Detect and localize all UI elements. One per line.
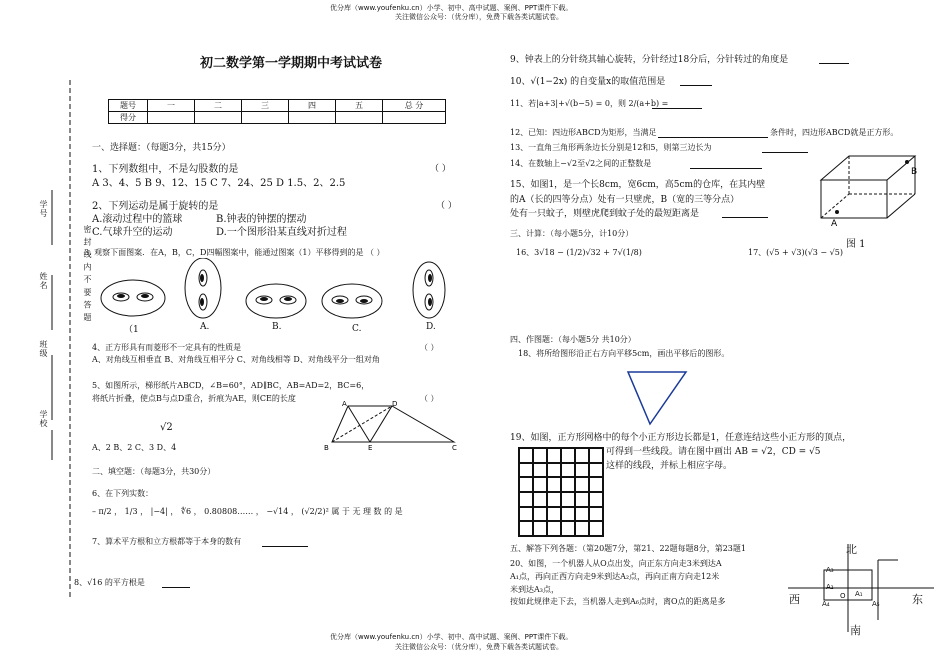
q11-answer-blank[interactable] [652,97,702,109]
binding-margin [0,60,100,620]
point-a1: A₁ [855,590,863,598]
score-table [108,99,446,124]
q1-text: 1、下列数组中，不是勾股数的是 [92,164,239,175]
seal-line-text: 密 封 线 内 不 要 答 题 [83,225,92,322]
q17-text: 17、(√5 + √3)(√3 − √5) [748,248,843,257]
q6-text: 6、在下列实数： [92,489,154,498]
warehouse-box-figure [815,150,925,230]
header-line-2: 关注微信公众号：（优分库），免费下载各类试题试卷。 [395,13,563,21]
score-header-cell: 二 [195,100,242,112]
q3-text: 3. 观察下面图案．在A，B，C，D四幅图案中，能通过图案（1）平移得到的是 （ ） [84,248,385,257]
trap-label-c: C [452,444,457,452]
box-label-a: A [831,219,838,229]
q7-answer-blank[interactable] [262,536,308,547]
q16-text: 16、3√18 − (1/2)√32 + 7√(1/8) [516,248,642,257]
q18-text: 18、将所给图形沿正右方向平移5cm，画出平移后的图形。 [518,349,730,358]
q5-text-1: 5、如图所示，梯形纸片ABCD，∠B=60°，AD∥BC，AB=AD=2，BC=6， [92,381,370,390]
score-header-cell: 一 [148,100,195,112]
q4-text: 4、正方形具有而菱形不一定具有的性质是 [92,343,242,352]
q7-text: 7、算术平方根和立方根都等于本身的数有 [92,537,242,546]
q19-text-3: 这样的线段，并标上相应字母。 [606,461,733,471]
q20-text-3: 米到达A₃点， [510,585,559,594]
field-class: 班级 [39,340,48,358]
compass-south: 南 [850,624,861,637]
section1-heading: 一、选择题：（每题3分，共15分） [92,143,231,153]
score-header-cell: 题号 [109,100,148,112]
box-label-b: B [911,167,918,177]
q1-answer-paren[interactable]: （ ） [430,164,451,174]
q19-text-1: 19、如图，正方形网格中的每个小正方形边长都是1，任意连结这些小正方形的顶点， [510,433,852,443]
q11-text: 11、若|a+3|+√(b−5) = 0，则 2/(a+b) = [510,99,669,108]
point-a4: A₄ [822,600,830,608]
section2-heading: 二、填空题：（每题3分，共30分） [92,467,216,476]
score-header-cell: 五 [336,100,383,112]
page-title: 初二数学第一学期期中考试试卷 [200,56,383,71]
q5-text-2: 将纸片折叠，使点B与点D重合，折痕为AE，则CE的长度 [92,394,296,403]
score-cell[interactable] [336,112,383,124]
point-o: O [840,592,846,600]
compass-east: 东 [912,593,923,606]
q12-text: 12、已知：四边形ABCD为矩形，当满足 [510,128,657,137]
q2-option-c: C.气球升空的运动 [92,227,173,238]
score-cell[interactable] [383,112,446,124]
trap-label-a: A [342,400,347,408]
q5-options: A、2 B、2 C、3 D、4 [92,443,177,452]
q3-label-a: A. [200,322,210,332]
q10-text: 10、√(1−2x) 的自变量x的取值范围是 [510,77,666,87]
q20-text-4: 按如此规律走下去，当机器人走到A₆点时，离O点的距离是多 [510,597,726,606]
q12-tail: 条件时，四边形ABCD就是正方形。 [770,128,899,137]
trapezoid-figure [322,398,462,454]
q6-list: – π/2 ， 1/3 ， |−4| ， ∜6 ， 0.80808…… ， −√14 ， (√2/2)² 属 于 无 理 数 的 是 [92,507,403,516]
robot-path-figure [786,540,936,635]
score-cell[interactable] [195,112,242,124]
q15-answer-blank[interactable] [722,206,768,218]
q12-answer-blank[interactable] [658,127,768,138]
q5-answer-paren[interactable]: （ ） [420,394,439,403]
q14-text: 14、在数轴上−√2至√2之间的正整数是 [510,159,652,168]
score-header-cell: 三 [242,100,289,112]
trap-label-d: D [392,400,398,408]
q8-text: 8、√16 的平方根是 [74,578,145,587]
q3-label-b: B. [272,322,282,332]
q13-text: 13、一直角三角形两条边长分别是12和5，则第三边长为 [510,143,712,152]
trap-label-b: B [324,444,329,452]
q2-option-d: D.一个图形沿某直线对折过程 [216,227,347,238]
section3-heading: 三、计算：（每小题5分，计10分） [510,229,634,238]
point-a3: A₃ [826,566,834,574]
field-student-id: 学号 [39,200,48,218]
q1-options: A 3、4、5 B 9、12、15 C 7、24、25 D 1.5、2、2.5 [92,178,346,189]
field-name: 姓名 [39,272,48,290]
q4-answer-paren[interactable]: （ ） [420,343,439,352]
q3-label-d: D. [426,322,436,332]
q15-text-3: 处有一只蚊子，则壁虎爬到蚊子处的最短距离是 [510,209,700,219]
compass-north: 北 [846,543,857,556]
score-header-cell: 总 分 [383,100,446,112]
q19-text-2: 可得到一些线段。请在图中画出 AB = √2，CD = √5 [606,447,821,457]
compass-west: 西 [789,593,800,606]
fig1-caption: 图 1 [846,239,866,250]
footer-line-2: 关注微信公众号：（优分库），免费下载各类试题试卷。 [395,643,563,651]
score-cell[interactable] [242,112,289,124]
score-row-label: 得分 [109,112,148,124]
q2-answer-paren[interactable]: （ ） [436,201,457,211]
q4-options: A、对角线互相垂直 B、对角线互相平分 C、对角线相等 D、对角线平分一组对角 [92,355,380,364]
q20-text-1: 20、如图，一个机器人从O点出发，向正东方向走3米到达A [510,559,722,568]
score-cell[interactable] [148,112,195,124]
point-a5: A₅ [872,600,880,608]
q8-answer-blank[interactable] [162,577,190,588]
q2-option-a: A.滚动过程中的篮球 [92,214,183,225]
q2-text: 2、下列运动是属于旋转的是 [92,201,219,212]
footer-line-1: 优分库（www.youfenku.cn）小学、初中、高中试题、案例、PPT课件下载。 [330,633,573,641]
q15-text-1: 15、如图1，是一个长8cm，宽6cm，高5cm的仓库，在其内壁 [510,180,766,190]
q9-text: 9、钟表上的分针绕其轴心旋转，分针经过18分后，分针转过的角度是 [510,55,789,65]
header-line-1: 优分库（www.youfenku.cn）小学、初中、高中试题、案例、PPT课件下载。 [330,4,573,12]
q3-label-c: C. [352,324,362,334]
q2-option-b: B.钟表的钟摆的摆动 [216,214,307,225]
score-cell[interactable] [289,112,336,124]
field-school: 学校 [39,410,48,428]
q3-label-1: （1 [124,325,139,335]
q18-triangle [626,370,690,426]
q13-answer-blank[interactable] [762,142,808,153]
score-header-cell: 四 [289,100,336,112]
q15-text-2: 的A（长的四等分点）处有一只壁虎，B（宽的三等分点） [510,195,740,205]
square-grid[interactable] [518,447,604,537]
section4-heading: 四、作图题：（每小题5分 共10分） [510,335,636,344]
section5-heading: 五、解答下列各题：（第20题7分，第21、22题每题8分，第23题1 [510,544,746,553]
trap-label-e: E [368,444,373,452]
q20-text-2: A₁点，再向正西方向走9米到达A₂点，再向正南方向走12米 [510,572,720,581]
point-a2: A₂ [826,583,834,591]
q10-answer-blank[interactable] [680,74,712,86]
q14-answer-blank[interactable] [690,158,762,169]
q9-answer-blank[interactable] [819,52,849,64]
q5-sqrt: √2 [160,422,173,433]
